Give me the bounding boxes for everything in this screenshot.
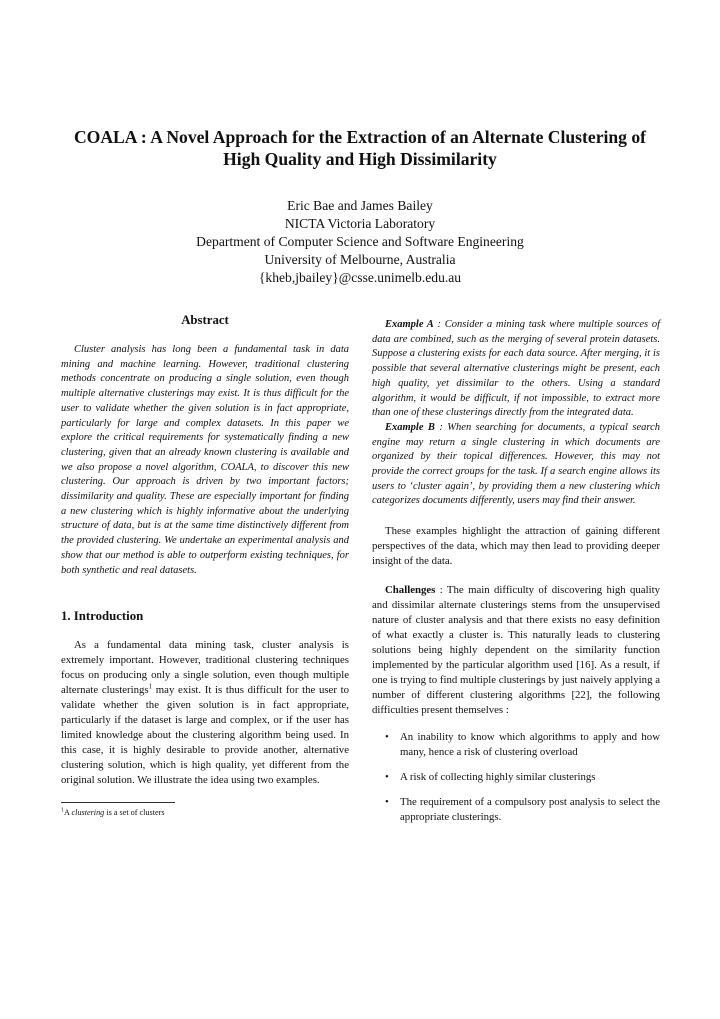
difficulties-list xyxy=(372,730,660,825)
footnote-number: 1 xyxy=(61,807,64,814)
challenges-text: : The main difficulty of discovering high quality and dissimilar alternate clusterings stems from the unsupervised nature of cluster analysis and that there exists no easy definition of what exactly a cluster is. This naturally leads to clustering solutions being highly dependent on the similarity function implemented by the particular algorithm used [16]. As a result, if one is trying to find multiple clusterings by just naively applying a number of different clustering algorithms [22], the following difficulties present themselves : xyxy=(372,584,660,717)
author-block xyxy=(40,197,680,287)
example-a-text: : Consider a mining task where multiple sources of data are combined, such as the merging of several protein datasets. Suppose a clustering exists for each data source. After merging, it is possible that several alternative clusterings might be present, each high quality, yet dissimilar to the others. Using a standard algorithm, it would be difficult, if not impossible, to extract more than one of these clusterings directly from the integrated data. xyxy=(372,319,660,419)
example-b-text: : When searching for documents, a typical search engine may return a single clustering in which documents are organized by their topical differences. However, this may not provide the correct groups for the task. If a search engine allows its users to ‘cluster again’, by providing them a new clustering which categorizes documents differently, users may find their answer. xyxy=(372,421,660,507)
footnote-suffix: is a set of clusters xyxy=(104,808,165,818)
title-line-1: COALA : A Novel Approach for the Extraction of an Alternate Clustering of xyxy=(73,127,647,147)
footnote-prefix: A xyxy=(64,808,72,818)
list-item: • A risk of collecting highly similar clusterings xyxy=(400,770,660,785)
right-column xyxy=(372,318,660,835)
list-item: • An inability to know which algorithms to apply and how many, hence a risk of clustering overload xyxy=(400,730,660,760)
example-a xyxy=(372,318,660,421)
footnote-reference: 1 xyxy=(148,682,153,691)
challenges-label: Challenges xyxy=(385,584,436,597)
highlight-paragraph: These examples highlight the attraction of gaining different perspectives of the data, which may then lead to providing deeper insight of the data. xyxy=(372,525,660,568)
introduction-paragraph xyxy=(61,638,349,788)
left-column xyxy=(61,312,349,818)
introduction-heading: 1. Introduction xyxy=(61,609,144,624)
challenges-paragraph xyxy=(372,583,660,718)
author-emails: {kheb,jbailey}@csse.unimelb.edu.au xyxy=(258,270,462,285)
author-university: University of Melbourne, Australia xyxy=(264,252,456,267)
footnote-term: clustering xyxy=(71,808,105,818)
author-lab: NICTA Victoria Laboratory xyxy=(284,216,436,231)
intro-text-part-1: As a fundamental data mining task, cluster analysis is extremely important. However, traditional clustering techniques focus on producing only a single solution, even though multiple alternate clusterings xyxy=(61,639,349,697)
abstract-heading: Abstract xyxy=(181,313,229,327)
intro-text-part-2: may exist. It is thus difficult for the user to validate whether the given solution is in fact appropriate, particularly if the dataset is large and complex, or if the user has limited knowledge about the clustering algorithm being used. In this case, it is highly desirable to provide another, alternative clustering solution, which is high quality, yet different from the original solution. We illustrate the idea using two examples. xyxy=(61,684,349,787)
example-b xyxy=(372,421,660,509)
paper-title xyxy=(40,126,680,170)
abstract-text: Cluster analysis has long been a fundamental task in data mining and machine learning. However, traditional clustering methods concentrate on producing a single solution, even though multiple alternative clusterings may exist. It is thus difficult for the user to validate whether the given solution is in fact appropriate, particularly for large and complex datasets. In this paper we explore the critical requirements for systematically finding a new clustering, given that an already known clustering is available and we also propose a novel algorithm, COALA, to discover this new clustering. Our approach is driven by two important factors; dissimilarity and quality. These are especially important for finding a new clustering which is highly informative about the underlying structure of data, but is at the same time distinctively different from the provided clustering. We undertake an experimental analysis and show that our method is able to outperform existing techniques, for both synthetic and real datasets. xyxy=(61,344,349,576)
example-b-label: Example B xyxy=(385,421,435,433)
author-department: Department of Computer Science and Software Engineering xyxy=(196,234,524,249)
footnote xyxy=(61,807,349,818)
title-line-2: High Quality and High Dissimilarity xyxy=(223,149,497,169)
example-a-label: Example A xyxy=(385,319,434,330)
author-names: Eric Bae and James Bailey xyxy=(287,198,433,213)
list-item: • The requirement of a compulsory post analysis to select the appropriate clusterings. xyxy=(400,795,660,825)
footnote-divider xyxy=(61,802,175,803)
